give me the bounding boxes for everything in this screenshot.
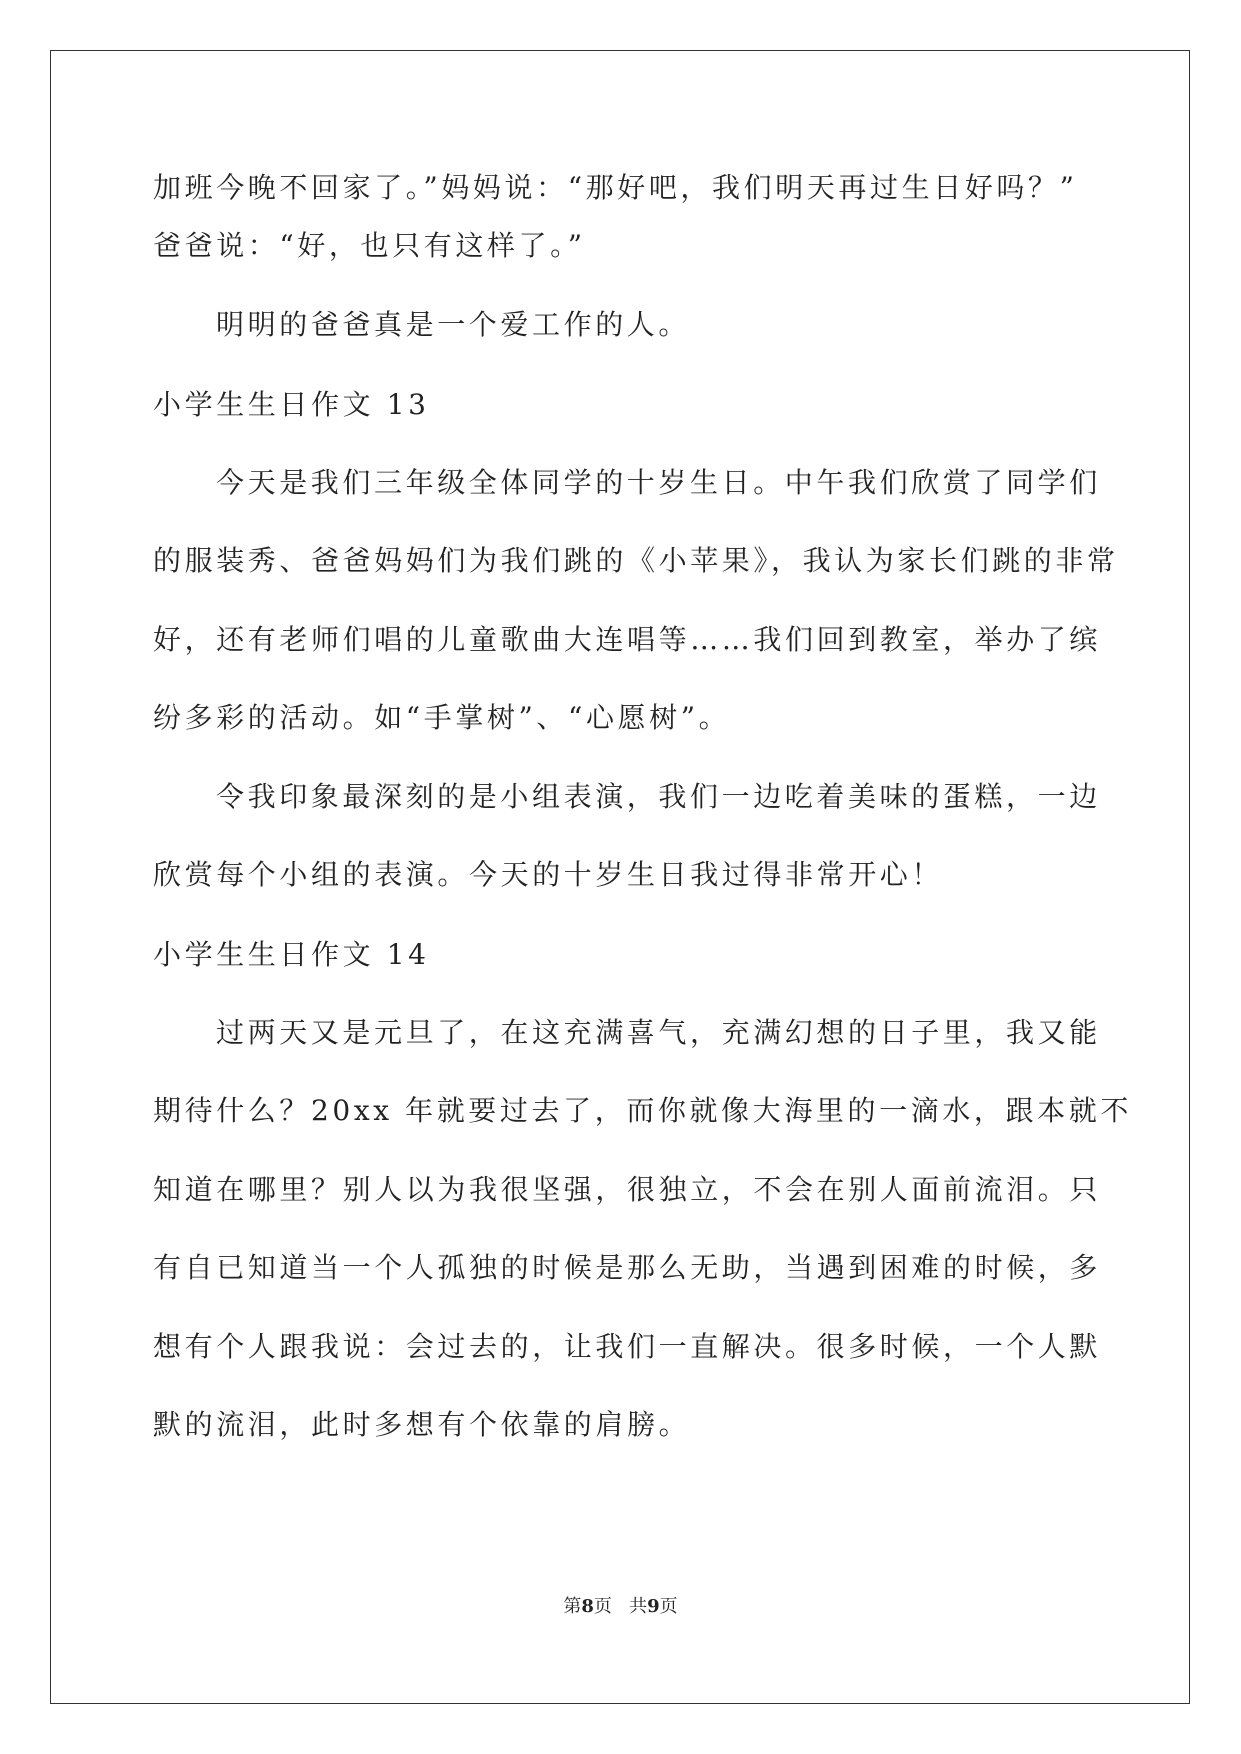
paragraph-line: 爸爸说：“好，也只有这样了。” [153, 229, 586, 262]
paragraph-line: 默的流泪，此时多想有个依靠的肩膀。 [153, 1408, 691, 1441]
paragraph-line: 欣赏每个小组的表演。今天的十岁生日我过得非常开心！ [153, 858, 944, 891]
paragraph-line: 纷多彩的活动。如“手掌树”、“心愿树”。 [153, 701, 731, 734]
paragraph-line: 的服装秀、爸爸妈妈们为我们跳的《小苹果》，我认为家长们跳的非常 [153, 544, 1119, 577]
paragraph-line: 好，还有老师们唱的儿童歌曲大连唱等……我们回到教室，举办了缤 [153, 623, 1102, 656]
paragraph-line: 过两天又是元旦了，在这充满喜气，充满幻想的日子里，我又能 [216, 1016, 1101, 1049]
section-heading: 小学生生日作文 13 [153, 388, 430, 421]
paragraph-line: 有自已知道当一个人孤独的时候是那么无助，当遇到困难的时候，多 [153, 1251, 1102, 1284]
footer-mid: 页 共 [593, 1596, 648, 1617]
page-footer [0, 1595, 1241, 1619]
footer-suffix: 页 [659, 1596, 678, 1617]
paragraph-line: 明明的爸爸真是一个爱工作的人。 [216, 308, 691, 341]
paragraph-line: 期待什么？20xx 年就要过去了，而你就像大海里的一滴水，跟本就不 [153, 1094, 1132, 1127]
total-page-number: 9 [647, 1596, 660, 1617]
footer-prefix: 第 [563, 1596, 582, 1617]
paragraph-line: 加班今晚不回家了。”妈妈说：“那好吧，我们明天再过生日好吗？” [153, 171, 1078, 204]
paragraph-line: 想有个人跟我说：会过去的，让我们一直解决。很多时候，一个人默 [153, 1330, 1102, 1363]
section-heading: 小学生生日作文 14 [153, 938, 430, 971]
paragraph-line: 知道在哪里？别人以为我很坚强，很独立，不会在别人面前流泪。只 [153, 1173, 1102, 1206]
paragraph-line: 令我印象最深刻的是小组表演，我们一边吃着美味的蛋糕，一边 [216, 780, 1101, 813]
current-page-number: 8 [581, 1596, 594, 1617]
paragraph-line: 今天是我们三年级全体同学的十岁生日。中午我们欣赏了同学们 [216, 466, 1101, 499]
